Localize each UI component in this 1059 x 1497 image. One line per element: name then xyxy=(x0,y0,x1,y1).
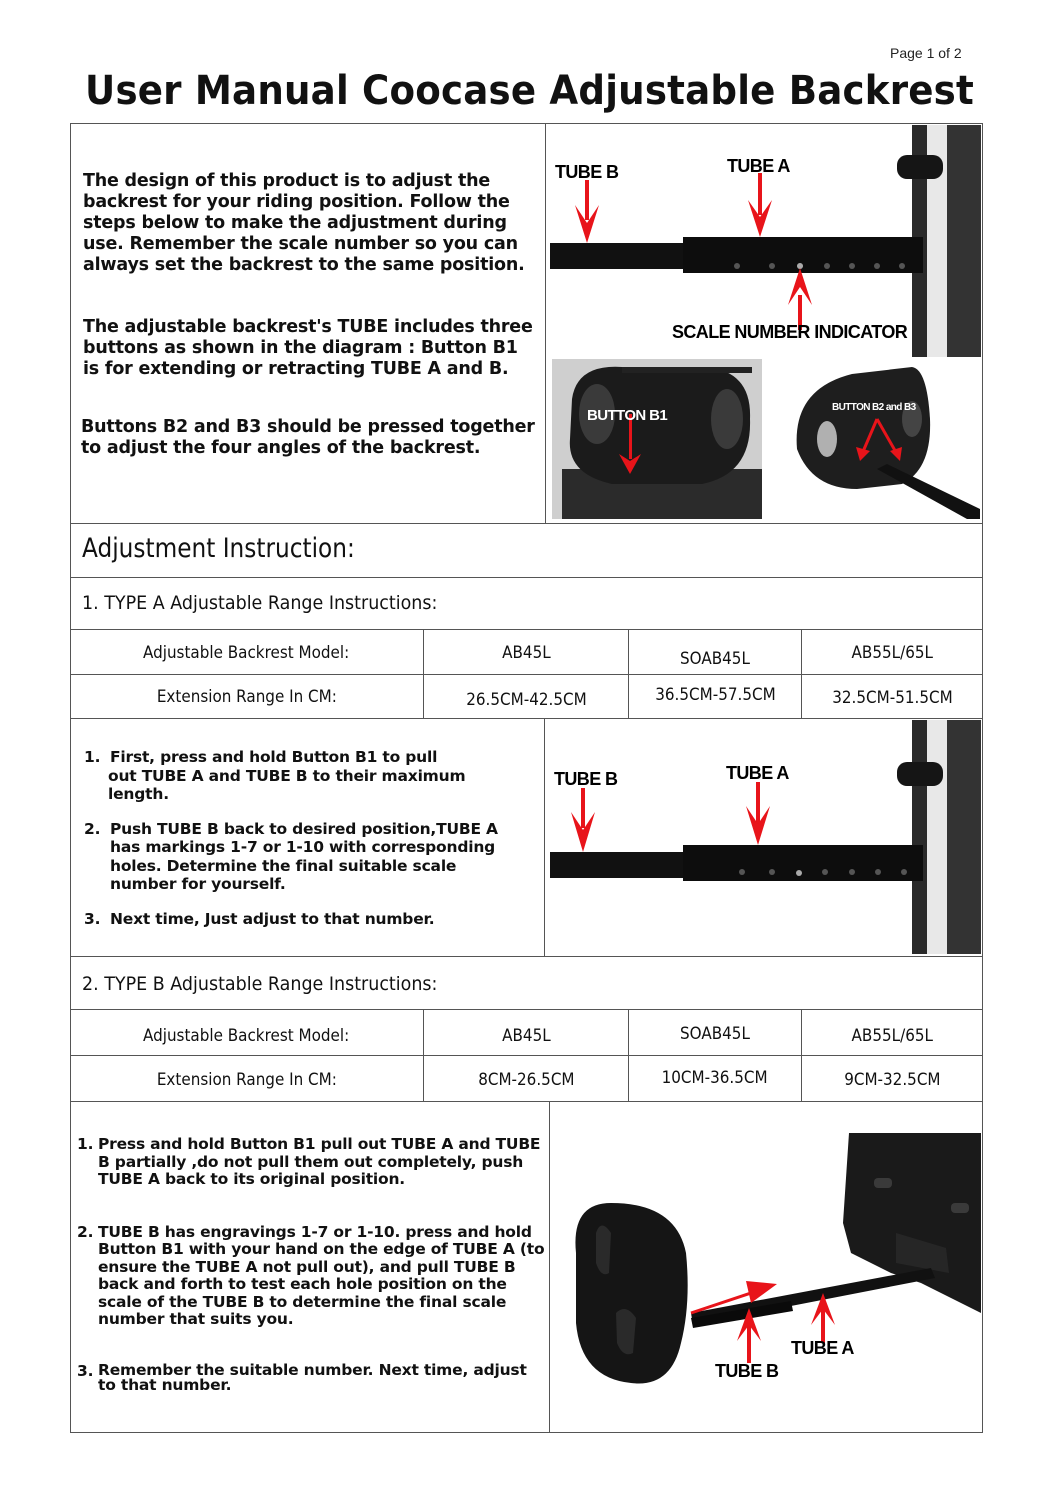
type-b-model-cell xyxy=(802,1012,983,1058)
step-item xyxy=(84,820,524,894)
table-label: Extension Range In CM: xyxy=(156,1069,337,1089)
type-a-tube-illustration xyxy=(547,720,981,954)
step-text: Remember the suitable number. Next time, adjust to that number. xyxy=(98,1360,527,1394)
callout-tube-a: TUBE A xyxy=(726,763,789,783)
range-value: 36.5CM-57.5CM xyxy=(654,685,776,704)
type-b-range-cell xyxy=(629,1055,801,1099)
type-a-heading: 1. TYPE A Adjustable Range Instructions: xyxy=(82,592,438,614)
intro-paragraph: Buttons B2 and B3 should be pressed together to adjust the four angles of the backrest. xyxy=(81,417,535,458)
type-a-model-cell xyxy=(424,630,628,674)
step-number: 3. xyxy=(77,1361,94,1380)
model-name: SOAB45L xyxy=(680,1023,750,1043)
type-a-model-header xyxy=(70,630,423,674)
intro-paragraph: The adjustable backrest's TUBE includes three buttons as shown in the diagram : Button B1 is for extending or retracting TUBE A and B. xyxy=(83,317,533,379)
button-b1-photo xyxy=(552,359,762,519)
document-title: User Manual Coocase Adjustable Backrest xyxy=(85,68,974,114)
type-a-range-header xyxy=(70,675,423,718)
type-b-model-header xyxy=(70,1012,423,1058)
button-b2-b3-illustration xyxy=(782,359,980,519)
callout-tube-b: TUBE B xyxy=(715,1361,779,1381)
model-name: AB55L/65L xyxy=(851,1025,934,1045)
intro-paragraph: The design of this product is to adjust the backrest for your riding position. Follow the steps below to make the adjustment during use. Remember the scale number so you can always set the backrest to the same position. xyxy=(83,171,525,275)
range-value: 8CM-26.5CM xyxy=(477,1069,575,1089)
step-number: 2. xyxy=(77,1222,94,1241)
model-name: AB45L xyxy=(501,642,551,662)
step-number: 1. xyxy=(84,748,101,766)
button-b1-illustration xyxy=(552,359,762,519)
callout-tube-a: TUBE A xyxy=(791,1338,854,1358)
step-text-wrapper xyxy=(110,748,524,804)
divider xyxy=(70,1101,983,1102)
step-number: 3. xyxy=(84,909,101,928)
type-b-range-cell xyxy=(802,1057,983,1101)
type-a-range-cell xyxy=(629,673,801,716)
type-a-range-cell xyxy=(802,676,983,719)
callout-tube-b: TUBE B xyxy=(555,162,619,182)
step-item xyxy=(77,1136,549,1189)
model-name: SOAB45L xyxy=(680,648,750,668)
range-value: 9CM-32.5CM xyxy=(844,1069,941,1089)
step-item xyxy=(77,1224,549,1329)
callout-button-b1: BUTTON B1 xyxy=(587,407,668,424)
divider xyxy=(70,523,983,524)
step-number: 2. xyxy=(84,819,101,838)
callout-button-b2-b3: BUTTON B2 and B3 xyxy=(832,402,916,413)
table-label: Extension Range In CM: xyxy=(156,687,337,706)
type-b-range-header xyxy=(70,1057,423,1101)
type-b-steps xyxy=(77,1136,549,1412)
divider xyxy=(545,123,546,523)
step-number: 1. xyxy=(77,1135,94,1153)
range-value: 32.5CM-51.5CM xyxy=(832,688,953,707)
type-b-tube-photo xyxy=(551,1103,981,1431)
range-value: 10CM-36.5CM xyxy=(661,1067,768,1087)
button-b2-b3-photo xyxy=(782,359,980,519)
type-a-steps xyxy=(84,748,524,947)
type-a-tube-photo xyxy=(547,720,981,954)
divider xyxy=(70,577,983,578)
divider xyxy=(70,1009,983,1010)
type-b-heading: 2. TYPE B Adjustable Range Instructions: xyxy=(82,973,438,995)
step-item xyxy=(84,910,524,929)
divider xyxy=(549,1101,550,1433)
callout-tube-a: TUBE A xyxy=(727,156,790,176)
divider xyxy=(544,718,545,956)
type-a-model-cell xyxy=(802,630,983,674)
step-item xyxy=(77,1360,549,1394)
step-text: Next time, Just adjust to that number. xyxy=(110,909,435,928)
type-b-model-cell xyxy=(629,1010,801,1056)
adjustment-heading: Adjustment Instruction: xyxy=(82,533,355,564)
page-indicator: Page 1 of 2 xyxy=(890,45,962,61)
model-name: AB55L/65L xyxy=(851,642,934,662)
table-label: Adjustable Backrest Model: xyxy=(143,1025,350,1045)
type-b-model-cell xyxy=(424,1012,628,1058)
tube-overview-photo xyxy=(547,125,981,357)
model-name: AB45L xyxy=(501,1025,551,1045)
step-item xyxy=(84,748,524,804)
table-label: Adjustable Backrest Model: xyxy=(143,642,350,662)
divider xyxy=(70,956,983,957)
step-text: TUBE B has engravings 1-7 or 1-10. press and hold Button B1 with your hand on the edge of TUBE A (to ensure the TUBE A not pull out), and pull TUBE B back and forth to test each hole position on the scale of the TUBE B to determine the final scale number that suits you. xyxy=(98,1222,545,1328)
step-text: out TUBE A and TUBE B to their maximum length. xyxy=(108,766,466,803)
step-text: First, press and hold Button B1 to pull xyxy=(110,748,438,766)
type-a-range-cell xyxy=(424,678,628,721)
callout-scale-number-indicator: SCALE NUMBER INDICATOR xyxy=(672,322,908,342)
type-b-range-cell xyxy=(424,1057,628,1101)
callout-tube-b: TUBE B xyxy=(554,769,618,789)
step-text: Push TUBE B back to desired position,TUBE A has markings 1-7 or 1-10 with corresponding holes. Determine the final suitable scale number for yourself. xyxy=(110,819,498,893)
range-value: 26.5CM-42.5CM xyxy=(465,690,587,709)
step-text: Press and hold Button B1 pull out TUBE A and TUBE B partially ,do not pull them out completely, push TUBE A back to its original position. xyxy=(98,1135,541,1188)
